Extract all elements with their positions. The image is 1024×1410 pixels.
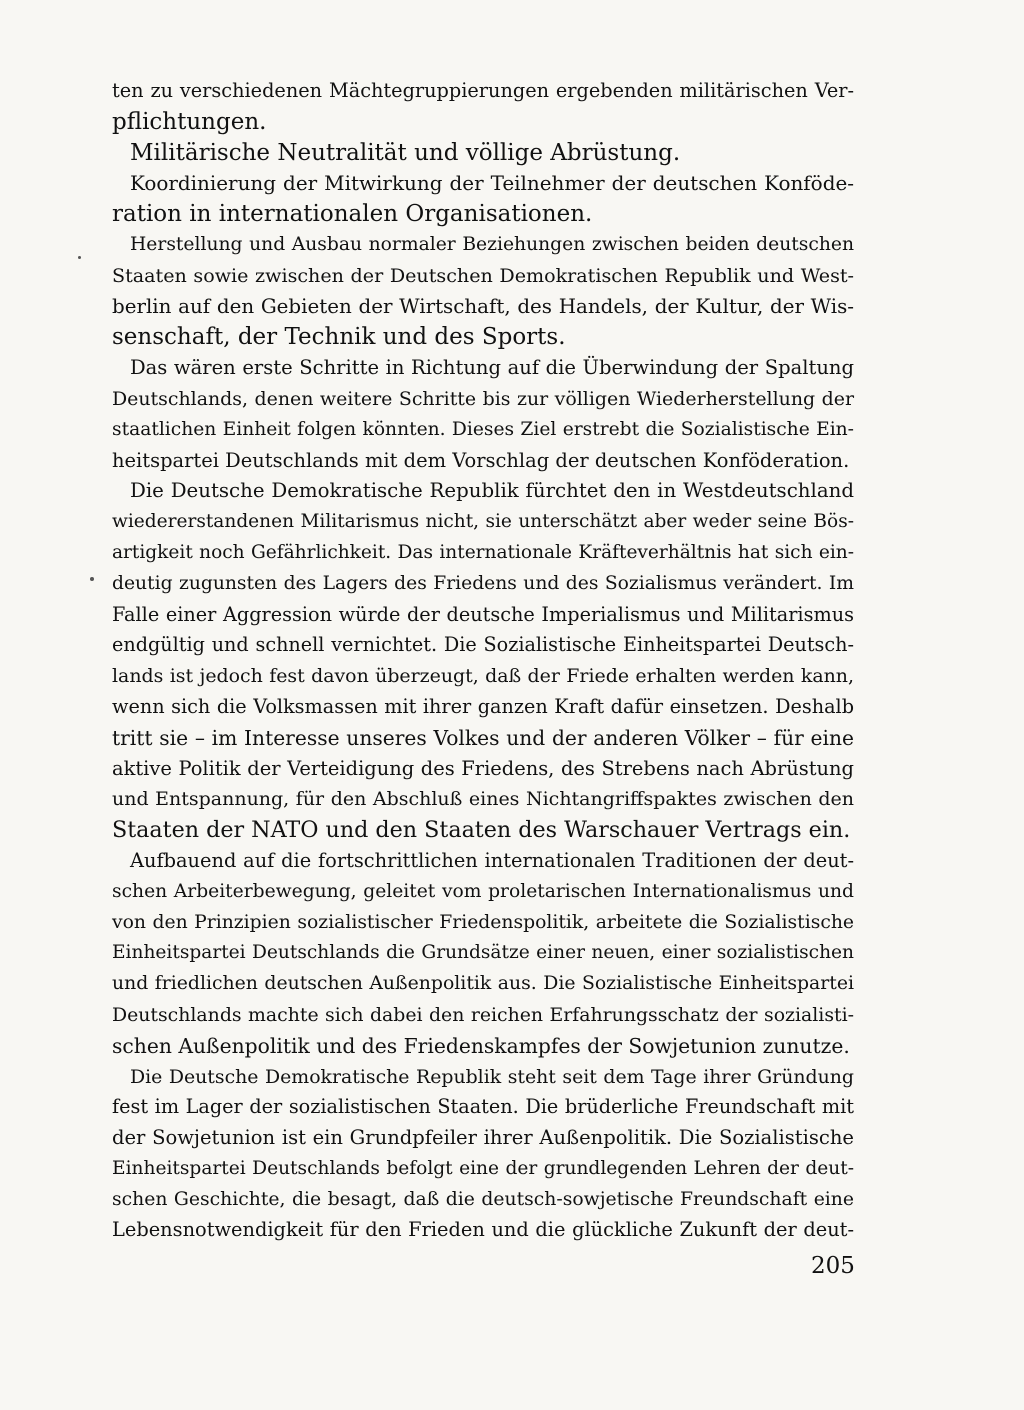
paragraph bbox=[112, 1062, 854, 1247]
text-line: deutig zugunsten des Lagers des Friedens und des Sozialismus verändert. Im bbox=[112, 572, 854, 594]
text-line: und Entspannung, für den Abschluß eines Nichtangriffspaktes zwischen den bbox=[112, 788, 854, 811]
text-line: fest im Lager der sozialistischen Staaten. Die brüderliche Freundschaft mit bbox=[112, 1095, 854, 1119]
body-text bbox=[112, 76, 854, 1246]
text-line: Deutschlands, denen weitere Schritte bis zur völligen Wiederherstellung der bbox=[112, 387, 854, 410]
text-line: Staaten sowie zwischen der Deutschen Demokratischen Republik und West- bbox=[112, 263, 854, 287]
text-line: Lebensnotwendigkeit für den Frieden und die glückliche Zukunft der deut- bbox=[112, 1218, 854, 1242]
text-line: Einheitspartei Deutschlands befolgt eine der grundlegenden Lehren der deut- bbox=[112, 1157, 854, 1179]
text-line: ration in internationalen Organisationen. bbox=[112, 201, 593, 228]
text-line: Die Deutsche Demokratische Republik steht seit dem Tage ihrer Gründung bbox=[130, 1065, 854, 1088]
text-line: pflichtungen. bbox=[112, 108, 267, 135]
text-line: schen Außenpolitik und des Friedenskampfes der Sowjetunion zunutze. bbox=[112, 1033, 850, 1058]
text-line: Aufbauend auf die fortschrittlichen internationalen Traditionen der deut- bbox=[130, 848, 854, 872]
text-line: ten zu verschiedenen Mächtegruppierungen ergebenden militärischen Ver- bbox=[112, 79, 854, 102]
paragraph bbox=[112, 353, 854, 476]
paragraph bbox=[112, 168, 854, 230]
paragraph bbox=[112, 476, 854, 846]
paragraph bbox=[112, 230, 854, 353]
text-line: aktive Politik der Verteidigung des Friedens, des Strebens nach Abrüstung bbox=[112, 756, 854, 780]
text-line: Die Deutsche Demokratische Republik fürchtet den in Westdeutschland bbox=[130, 479, 854, 503]
text-line: heitspartei Deutschlands mit dem Vorschlag der deutschen Konföderation. bbox=[112, 448, 850, 472]
text-line: Staaten der NATO und den Staaten des Warschauer Vertrags ein. bbox=[112, 817, 851, 844]
text-line: senschaft, der Technik und des Sports. bbox=[112, 324, 566, 351]
paragraph bbox=[112, 76, 854, 138]
text-line: Militärische Neutralität und völlige Abrüstung. bbox=[130, 139, 681, 166]
text-line: artigkeit noch Gefährlichkeit. Das internationale Kräfteverhältnis hat sich ein- bbox=[112, 541, 854, 563]
text-line: endgültig und schnell vernichtet. Die Sozialistische Einheitspartei Deutsch- bbox=[112, 633, 854, 657]
text-line: wenn sich die Volksmassen mit ihrer ganzen Kraft dafür einsetzen. Deshalb bbox=[112, 694, 854, 718]
text-line: und friedlichen deutschen Außenpolitik aus. Die Sozialistische Einheitspartei bbox=[112, 973, 854, 995]
text-line: Einheitspartei Deutschlands die Grundsätze einer neuen, einer sozialistischen bbox=[112, 942, 854, 964]
margin-speck bbox=[78, 256, 81, 259]
text-line: Herstellung und Ausbau normaler Beziehungen zwischen beiden deutschen bbox=[130, 233, 854, 255]
text-line: lands ist jedoch fest davon überzeugt, daß der Friede erhalten werden kann, bbox=[112, 665, 854, 688]
text-line: wiedererstandenen Militarismus nicht, sie unterschätzt aber weder seine Bös- bbox=[112, 511, 854, 533]
text-line: schen Geschichte, die besagt, daß die deutsch-sowjetische Freundschaft eine bbox=[112, 1188, 854, 1210]
text-line: Das wären erste Schritte in Richtung auf die Überwindung der Spaltung bbox=[130, 356, 854, 380]
text-line: Koordinierung der Mitwirkung der Teilnehmer der deutschen Konföde- bbox=[130, 171, 854, 196]
text-line: Falle einer Aggression würde der deutsche Imperialismus und Militarismus bbox=[112, 602, 854, 626]
text-line: der Sowjetunion ist ein Grundpfeiler ihrer Außenpolitik. Die Sozialistische bbox=[112, 1126, 854, 1150]
paragraph bbox=[112, 138, 854, 169]
text-line: von den Prinzipien sozialistischer Friedenspolitik, arbeitete die Sozialistische bbox=[112, 911, 854, 933]
page-number: 205 bbox=[811, 1253, 855, 1279]
margin-speck bbox=[90, 577, 94, 581]
text-line: staatlichen Einheit folgen könnten. Dieses Ziel erstrebt die Sozialistische Ein- bbox=[112, 418, 854, 440]
text-line: tritt sie – im Interesse unseres Volkes und der anderen Völker – für eine bbox=[112, 725, 854, 750]
text-line: Deutschlands machte sich dabei den reichen Erfahrungsschatz der sozialisti- bbox=[112, 1003, 854, 1026]
text-line: schen Arbeiterbewegung, geleitet vom proletarischen Internationalismus und bbox=[112, 880, 854, 902]
paragraph bbox=[112, 846, 854, 1062]
text-line: berlin auf den Gebieten der Wirtschaft, des Handels, der Kultur, der Wis- bbox=[112, 294, 854, 318]
